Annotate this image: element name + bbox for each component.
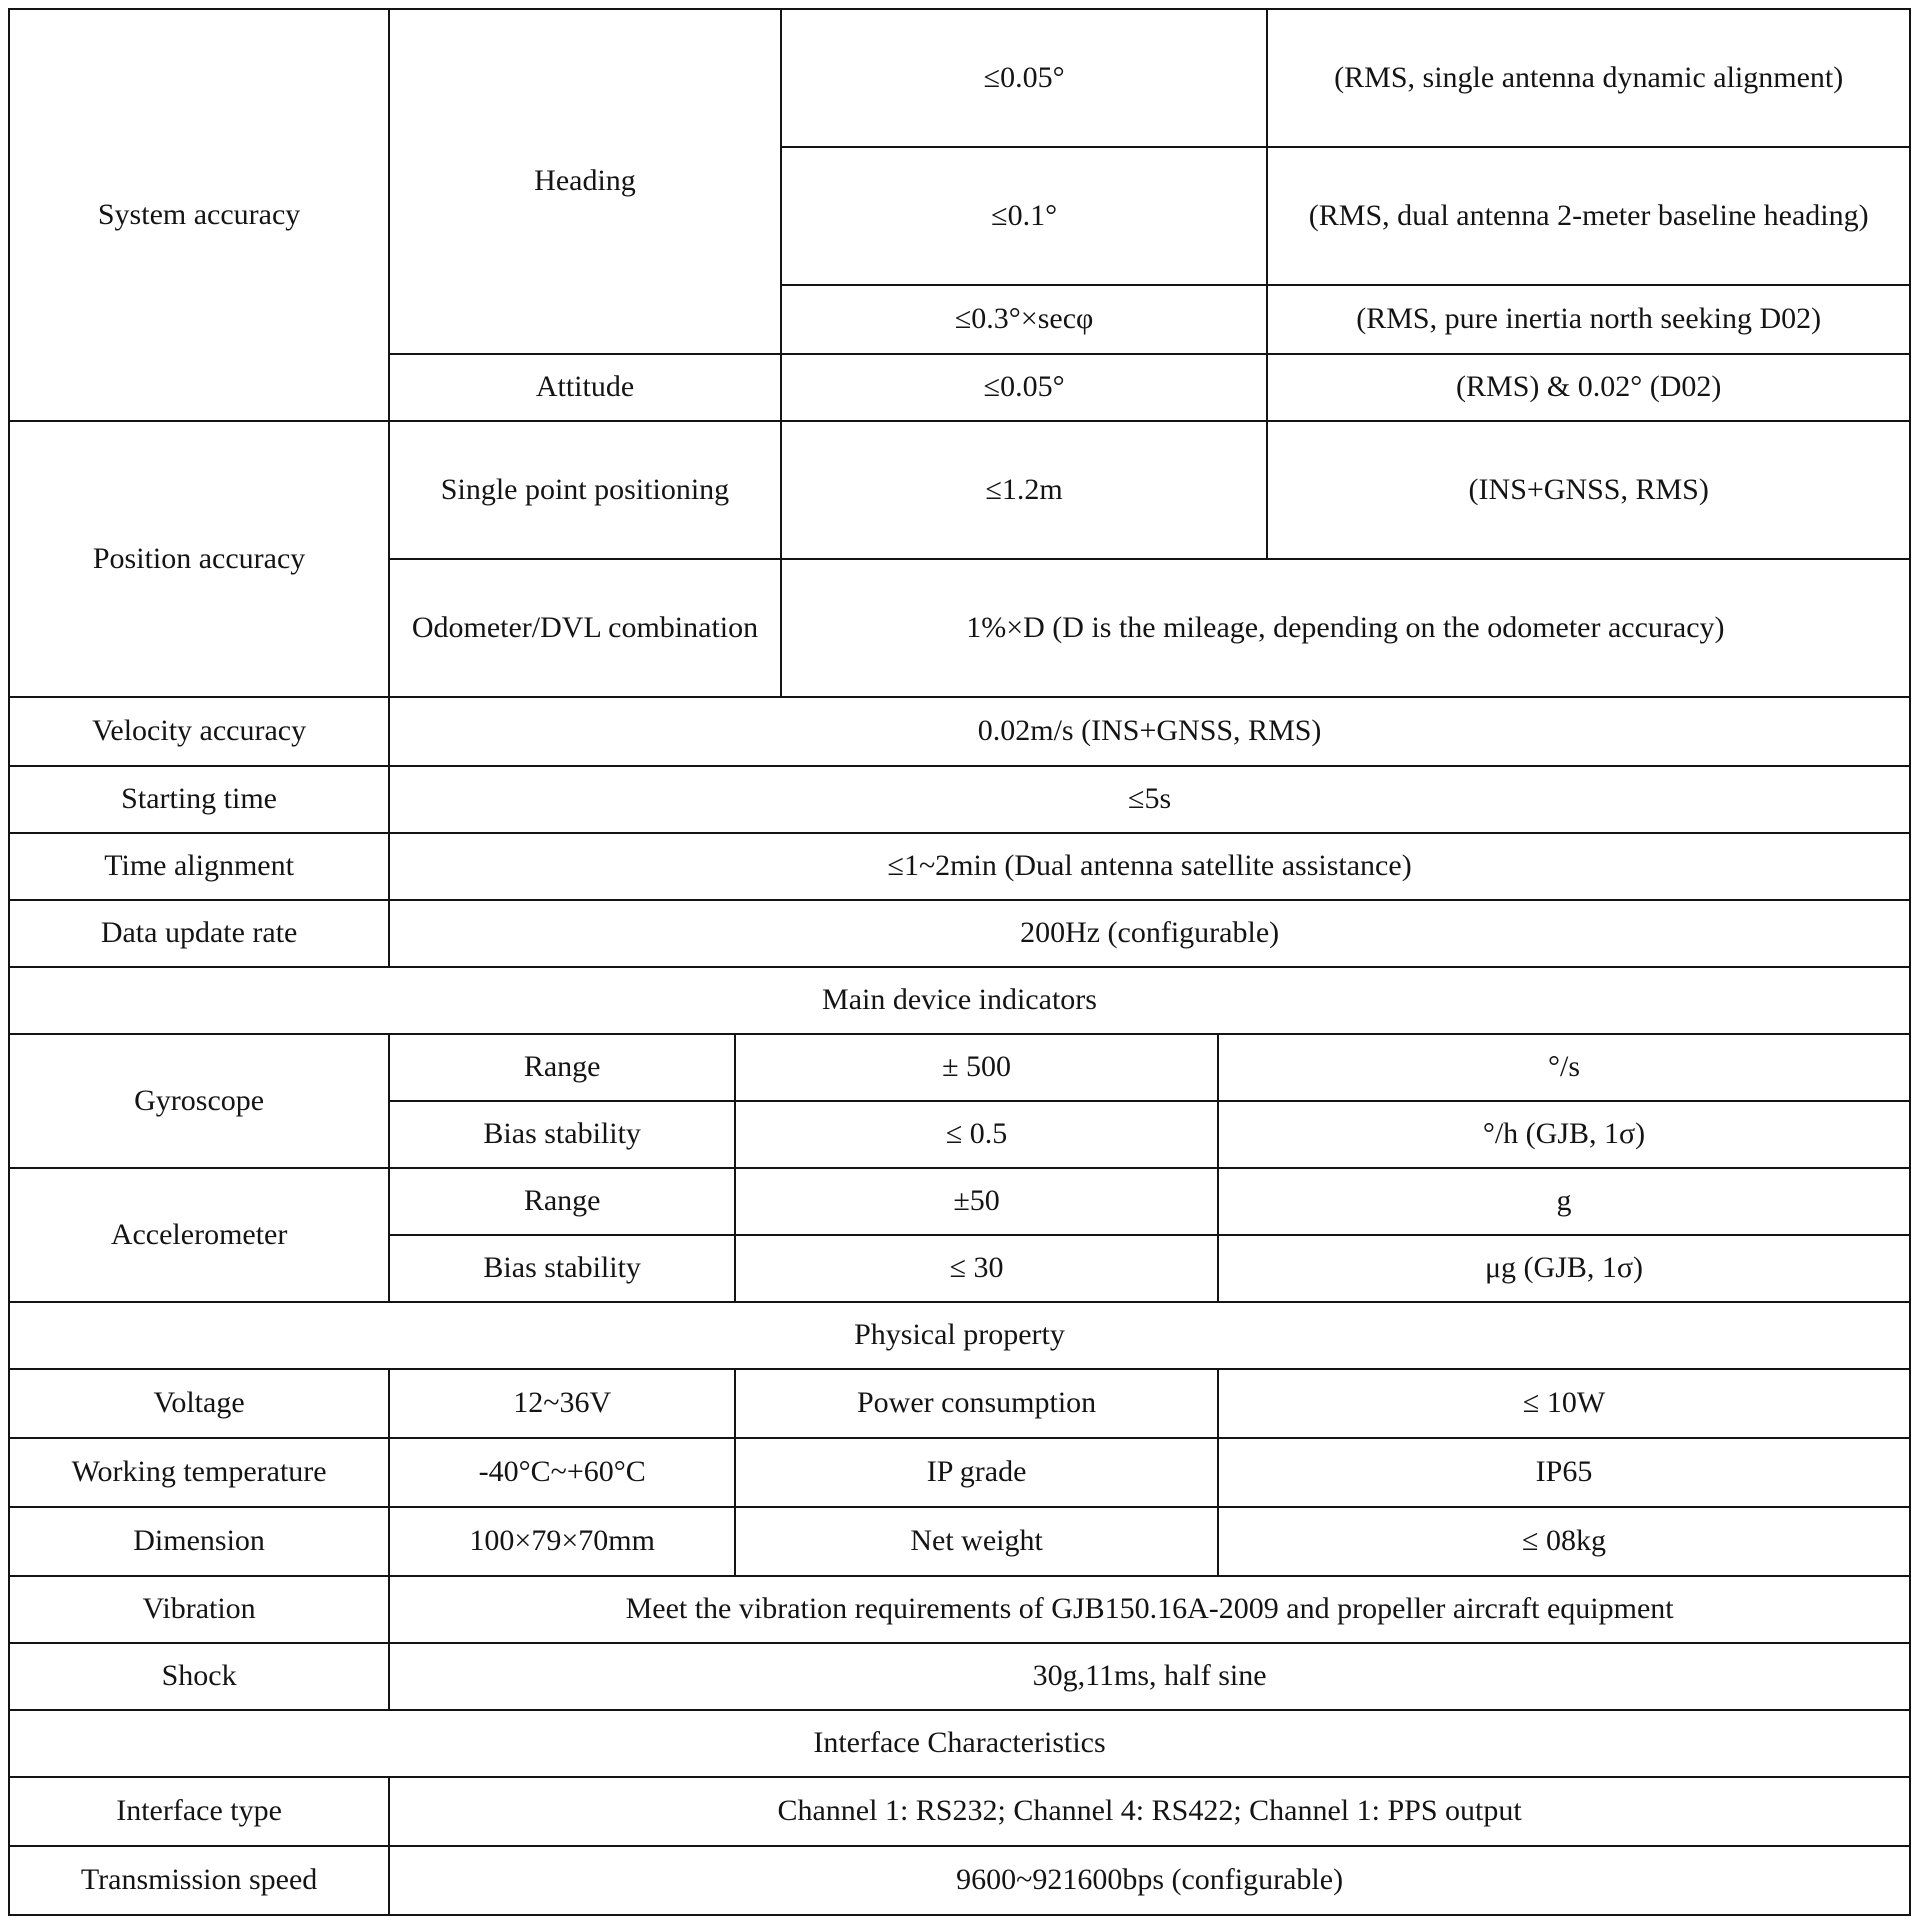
table-row: [9, 9, 1910, 147]
table-row: [9, 1438, 1910, 1507]
gyroscope-param: Range: [389, 1034, 735, 1101]
heading-label: Heading: [389, 9, 781, 354]
power-consumption-value: ≤ 10W: [1218, 1369, 1910, 1438]
heading-spec-note: (RMS, dual antenna 2-meter baseline heading): [1267, 147, 1910, 285]
interface-type-label: Interface type: [9, 1777, 389, 1846]
physical-property-section-header: Physical property: [9, 1302, 1910, 1369]
table-row: [9, 1168, 1910, 1235]
ip-grade-value: IP65: [1218, 1438, 1910, 1507]
velocity-accuracy-value: 0.02m/s (INS+GNSS, RMS): [389, 697, 1910, 766]
accuracy-table: [8, 8, 1911, 968]
ip-grade-label: IP grade: [735, 1438, 1218, 1507]
table-row: [9, 1034, 1910, 1101]
time-alignment-value: ≤1~2min (Dual antenna satellite assistance): [389, 833, 1910, 900]
table-row: [9, 1846, 1910, 1915]
table-row: [9, 421, 1910, 559]
table-row: [9, 833, 1910, 900]
transmission-speed-value: 9600~921600bps (configurable): [389, 1846, 1910, 1915]
heading-spec-value: ≤0.1°: [781, 147, 1268, 285]
physical-property-table: [8, 1301, 1911, 1711]
gyroscope-label: Gyroscope: [9, 1034, 389, 1168]
odometer-value: 1%×D (D is the mileage, depending on the odometer accuracy): [781, 559, 1910, 697]
dimension-value: 100×79×70mm: [389, 1507, 735, 1576]
net-weight-value: ≤ 08kg: [1218, 1507, 1910, 1576]
power-consumption-label: Power consumption: [735, 1369, 1218, 1438]
single-point-note: (INS+GNSS, RMS): [1267, 421, 1910, 559]
vibration-label: Vibration: [9, 1576, 389, 1643]
transmission-speed-label: Transmission speed: [9, 1846, 389, 1915]
working-temperature-label: Working temperature: [9, 1438, 389, 1507]
gyroscope-unit: °/s: [1218, 1034, 1910, 1101]
device-indicators-section-header: Main device indicators: [9, 967, 1910, 1034]
table-row: [9, 1576, 1910, 1643]
interface-section-header: Interface Characteristics: [9, 1710, 1910, 1777]
table-row: [9, 1302, 1910, 1369]
attitude-value: ≤0.05°: [781, 354, 1268, 421]
interface-type-value: Channel 1: RS232; Channel 4: RS422; Channel 1: PPS output: [389, 1777, 1910, 1846]
odometer-label: Odometer/DVL combination: [389, 559, 781, 697]
accelerometer-param: Range: [389, 1168, 735, 1235]
accelerometer-value: ≤ 30: [735, 1235, 1218, 1302]
accelerometer-unit: g: [1218, 1168, 1910, 1235]
vibration-value: Meet the vibration requirements of GJB150.16A-2009 and propeller aircraft equipment: [389, 1576, 1910, 1643]
shock-value: 30g,11ms, half sine: [389, 1643, 1910, 1710]
table-row: [9, 1507, 1910, 1576]
data-update-rate-value: 200Hz (configurable): [389, 900, 1910, 967]
accelerometer-param: Bias stability: [389, 1235, 735, 1302]
position-accuracy-label: Position accuracy: [9, 421, 389, 697]
table-row: [9, 967, 1910, 1034]
heading-spec-value: ≤0.05°: [781, 9, 1268, 147]
gyroscope-value: ≤ 0.5: [735, 1101, 1218, 1168]
accelerometer-value: ±50: [735, 1168, 1218, 1235]
table-row: [9, 766, 1910, 833]
gyroscope-value: ± 500: [735, 1034, 1218, 1101]
interface-table: [8, 1709, 1911, 1916]
attitude-label: Attitude: [389, 354, 781, 421]
shock-label: Shock: [9, 1643, 389, 1710]
table-row: [9, 900, 1910, 967]
table-row: [9, 1710, 1910, 1777]
single-point-value: ≤1.2m: [781, 421, 1268, 559]
starting-time-label: Starting time: [9, 766, 389, 833]
data-update-rate-label: Data update rate: [9, 900, 389, 967]
table-row: [9, 1777, 1910, 1846]
specification-table-page: [8, 8, 1911, 1916]
voltage-label: Voltage: [9, 1369, 389, 1438]
table-row: [9, 1369, 1910, 1438]
table-row: [9, 1643, 1910, 1710]
velocity-accuracy-label: Velocity accuracy: [9, 697, 389, 766]
heading-spec-note: (RMS, pure inertia north seeking D02): [1267, 285, 1910, 354]
net-weight-label: Net weight: [735, 1507, 1218, 1576]
device-indicators-table: [8, 966, 1911, 1303]
gyroscope-param: Bias stability: [389, 1101, 735, 1168]
starting-time-value: ≤5s: [389, 766, 1910, 833]
time-alignment-label: Time alignment: [9, 833, 389, 900]
table-row: [9, 697, 1910, 766]
attitude-note: (RMS) & 0.02° (D02): [1267, 354, 1910, 421]
accelerometer-label: Accelerometer: [9, 1168, 389, 1302]
heading-spec-value: ≤0.3°×secφ: [781, 285, 1268, 354]
single-point-label: Single point positioning: [389, 421, 781, 559]
system-accuracy-label: System accuracy: [9, 9, 389, 421]
dimension-label: Dimension: [9, 1507, 389, 1576]
voltage-value: 12~36V: [389, 1369, 735, 1438]
accelerometer-unit: μg (GJB, 1σ): [1218, 1235, 1910, 1302]
working-temperature-value: -40°C~+60°C: [389, 1438, 735, 1507]
gyroscope-unit: °/h (GJB, 1σ): [1218, 1101, 1910, 1168]
heading-spec-note: (RMS, single antenna dynamic alignment): [1267, 9, 1910, 147]
